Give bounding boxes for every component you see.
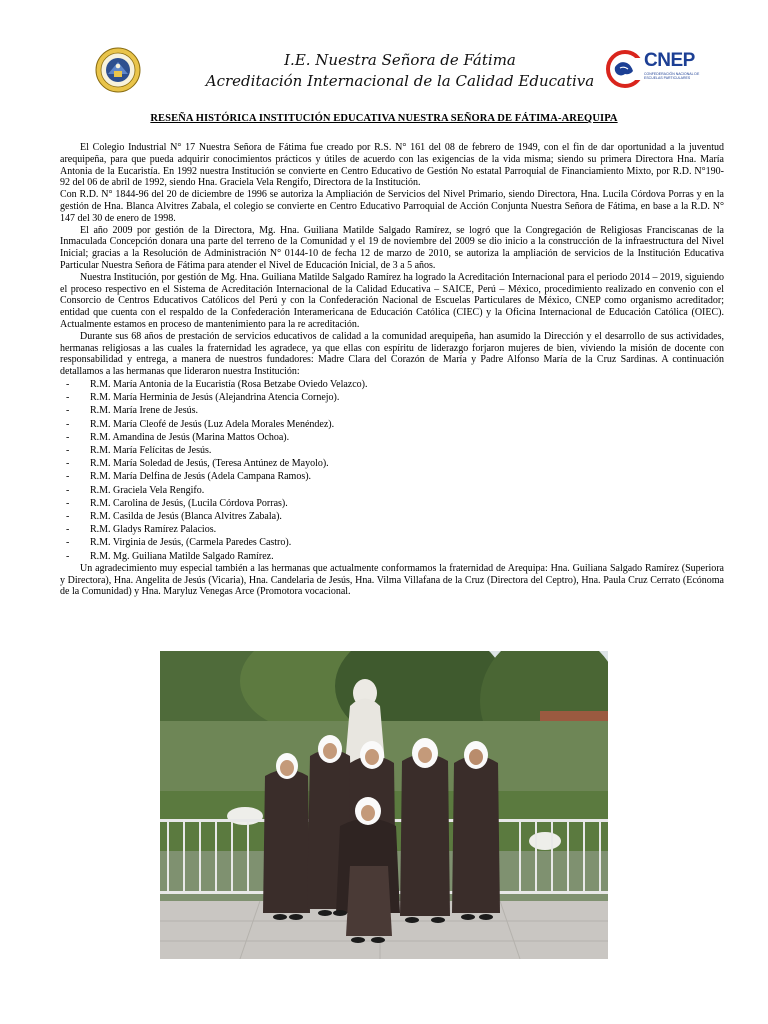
paragraph-acknowledgement: Un agradecimiento muy especial también a las hermanas que actualmente conformamos la fraternidad de Arequipa: Hna. Guiliana Salgado Ramírez (Superiora y Directora), Hna. Angelita de Jesús (Vicaria), Hna. Candelaria de Jesús, Hna. Vilma Villafana de la Cruz (Directora del Ceptro), Hna. Paula Cruz Cerrato (Ecónoma de la Comunidad) y Hna. Maryluz Venegas Arce (Promotora vocacional.: [60, 562, 724, 598]
list-item: - R.M. María Soledad de Jesús, (Teresa Antúnez de Mayolo).: [60, 457, 724, 470]
paragraph-expansion: Con R.D. N° 1844-96 del 20 de diciembre de 1996 se autoriza la Ampliación de Servicios del Nivel Primario, siendo Directora, Hna. Lucila Córdova Porras y en la gestión de Hna. Blanca Alvitres Zabala, el colegio se convierte en Centro Educativo Parroquial de Acción Conjunta Nuestra Señora de Fátima, en base a la R.D. N° 147 del 30 de enero de 1998.: [60, 189, 724, 224]
header-line-1: I.E. Nuestra Señora de Fátima: [284, 51, 516, 69]
list-item: - R.M. María Antonia de la Eucaristía (Rosa Betzabe Oviedo Velazco).: [60, 378, 724, 391]
page-header: [0, 40, 768, 104]
paragraph-accreditation: Nuestra Institución, por gestión de Mg. Hna. Guiliana Matilde Salgado Ramírez ha logrado la Acreditación Internacional para el periodo 2014 – 2019, siguiendo el proceso respectivo en el Sistema de Acreditación Internacional de la Calidad Educativa – SAICE, Perú – México, procedimiento realizado en convenio con el Consorcio de Centros Educativos Católicos del Perú y con la Confederación Nacional de Escuelas Particulares de México, CNEP como organismo acreditador; entidad que cuenta con el respaldo de la Confederación Interamericana de Educación Católica (CIEC) y la Oficina Internacional de Educación Católica (OIEC). Actualmente estamos en proceso de mantenimiento para la re acreditación.: [60, 271, 724, 330]
paragraph-leadership: Durante sus 68 años de prestación de servicios educativos de calidad a la comunidad arequipeña, han asumido la Dirección y el desarrollo de sus actividades, hermanas religiosas a las cuales la fraternidad les agradece, ya que ellas con espíritu de liderazgo forjaron mujeres de bien, viviendo la misión de docente con responsabilidad y entrega, a manera de nuestros fundadores: Madre Clara del Corazón de María y Padre Alfonso María de la Cruz Sardinas. A continuación detallamos a las hermanas que lideraron nuestra Institución:: [60, 330, 724, 378]
list-item: - R.M. María Herminia de Jesús (Alejandrina Atencia Cornejo).: [60, 391, 724, 404]
list-item: - R.M. María Cleofé de Jesús (Luz Adela Morales Menéndez).: [60, 418, 724, 431]
cnep-emblem-icon: [606, 50, 644, 88]
list-item: - R.M. María Delfina de Jesús (Adela Campana Ramos).: [60, 470, 724, 483]
list-item: - R.M. Casilda de Jesús (Blanca Alvitres Zabala).: [60, 510, 724, 523]
document-body: [60, 142, 724, 598]
list-item: - R.M. María Felícitas de Jesús.: [60, 444, 724, 457]
cnep-logo: [606, 49, 700, 91]
cnep-subtext: CONFEDERACIÓN NACIONAL DE ESCUELAS PARTICULARES: [644, 72, 700, 80]
list-item: - R.M. María Irene de Jesús.: [60, 404, 724, 417]
sisters-list: [60, 378, 724, 563]
cnep-wordmark: CNEP: [644, 50, 695, 71]
group-photo: [160, 651, 608, 959]
school-seal-icon: [95, 47, 141, 93]
document-title: RESEÑA HISTÓRICA INSTITUCIÓN EDUCATIVA NUESTRA SEÑORA DE FÁTIMA-AREQUIPA: [150, 113, 618, 124]
paragraph-founding: El Colegio Industrial N° 17 Nuestra Señora de Fátima fue creado por R.S. N° 161 del 08 de febrero de 1949, con el fin de dar oportunidad a la juventud arequipeña, para que pueda adquirir conocimientos prácticos y útiles de acuerdo con las exigencias de la vida misma; siendo su primera Directora Hna. María Antonia de la Eucaristía. En 1992 nuestra Institución se convierte en Centro Educativo de Gestión No estatal Parroquial de Financiamiento Mixto, por R.D. N°190-92 del 06 de abril de 1992, siendo Hna. Graciela Vela Rengifo, Directora de la Institución.: [60, 142, 724, 189]
list-item: - R.M. Virginia de Jesús, (Carmela Paredes Castro).: [60, 536, 724, 549]
list-item: - R.M. Carolina de Jesús, (Lucila Córdova Porras).: [60, 497, 724, 510]
list-item: - R.M. Amandina de Jesús (Marina Mattos Ochoa).: [60, 431, 724, 444]
header-line-2: Acreditación Internacional de la Calidad Educativa: [205, 72, 595, 90]
group-photo-image: [160, 651, 608, 959]
list-item: - R.M. Mg. Guiliana Matilde Salgado Ramírez.: [60, 550, 724, 563]
list-item: - R.M. Gladys Ramírez Palacios.: [60, 523, 724, 536]
paragraph-initial-level: El año 2009 por gestión de la Directora, Mg. Hna. Guiliana Matilde Salgado Ramírez, se logró que la Congregación de Religiosas Franciscanas de la Inmaculada Concepción donara una parte del terreno de la Comunidad y el 19 de noviembre del 2009 se dio inicio a la construcción de la infraestructura del Nivel Inicial; gracias a la Resolución de Administración N° 0144-10 de fecha 12 de marzo de 2010, se autoriza la ampliación de servicios de la Institución Educativa Particular Nuestra Señora de Fátima para atender el Nivel de Educación Inicial, de 3 a 5 años.: [60, 224, 724, 271]
list-item: - R.M. Graciela Vela Rengifo.: [60, 484, 724, 497]
